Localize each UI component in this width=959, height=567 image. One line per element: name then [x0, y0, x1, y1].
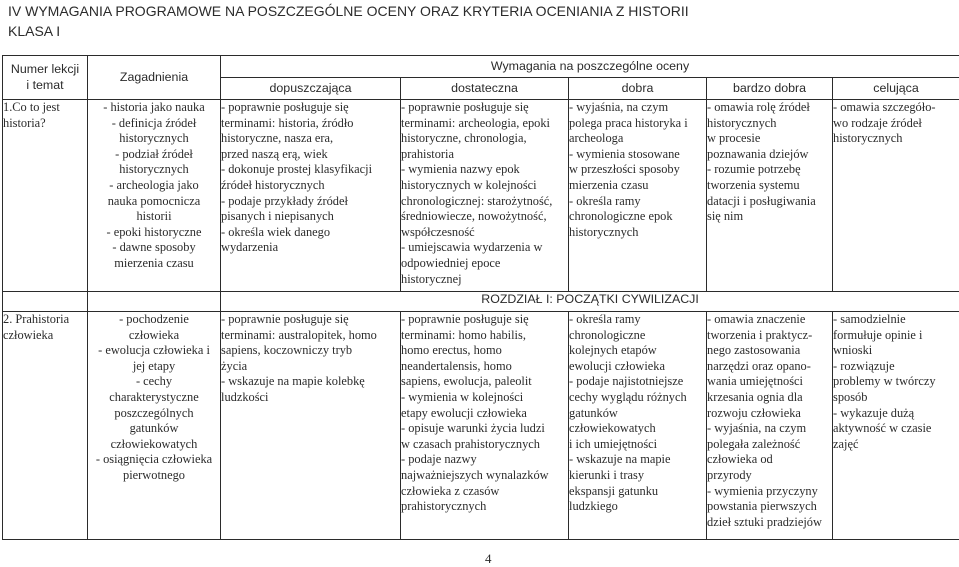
text-line: - omawia znaczenie	[707, 312, 832, 328]
header-lesson-line: Numer lekcji	[3, 62, 87, 78]
text-line: narzędzi oraz opano-	[707, 359, 832, 375]
header-grade-dobra: dobra	[569, 78, 707, 100]
text-line: datacji i posługiwania	[707, 194, 832, 210]
text-line: wo rodzaje źródeł	[833, 116, 959, 132]
header-requirements: Wymagania na poszczególne oceny	[221, 56, 959, 78]
text-line: i ich umiejętności	[569, 437, 706, 453]
text-line: nauka pomocnicza	[88, 194, 220, 210]
text-line: najważniejszych wynalazków	[401, 468, 568, 484]
text-line: neandertalensis, homo	[401, 359, 568, 375]
text-line: historycznych w kolejności	[401, 178, 568, 194]
text-line: - podaje przykłady źródeł	[221, 194, 400, 210]
text-line: odpowiedniej epoce	[401, 256, 568, 272]
text-line: historycznych	[88, 131, 220, 147]
text-line: historycznych	[88, 162, 220, 178]
text-line: człowieka od	[707, 452, 832, 468]
header-grade-celujaca: celująca	[833, 78, 959, 100]
text-line: - osiągnięcia człowieka	[88, 452, 220, 468]
dobra-cell	[569, 100, 707, 292]
text-line: - rozumie potrzebę	[707, 162, 832, 178]
text-line: kolejnych etapów	[569, 343, 706, 359]
text-line: aktywność w czasie	[833, 421, 959, 437]
text-line: chronologiczne epok	[569, 209, 706, 225]
text-line: w procesie	[707, 131, 832, 147]
text-line: terminami: archeologia, epoki	[401, 116, 568, 132]
text-line: pisanych i niepisanych	[221, 209, 400, 225]
header-topics: Zagadnienia	[88, 56, 221, 100]
section-spacer	[88, 292, 221, 312]
text-line: - poprawnie posługuje się	[401, 100, 568, 116]
section-row	[3, 292, 959, 312]
text-line: nego zastosowania	[707, 343, 832, 359]
text-line: - wskazuje na mapie kolebkę	[221, 374, 400, 390]
header-grade-dostateczna: dostateczna	[401, 78, 569, 100]
text-line: - pochodzenie	[88, 312, 220, 328]
text-line: - wykazuje dużą	[833, 406, 959, 422]
text-line: się nim	[707, 209, 832, 225]
text-line: problemy w twórczy	[833, 374, 959, 390]
text-line: poszczególnych	[88, 406, 220, 422]
header-lesson-line: i temat	[3, 78, 87, 94]
text-line: - określa ramy	[569, 312, 706, 328]
text-line: tworzenia systemu	[707, 178, 832, 194]
text-line: polegała zależność	[707, 437, 832, 453]
text-line: powstania pierwszych	[707, 499, 832, 515]
text-line: mierzenia czasu	[88, 256, 220, 272]
text-line: - wskazuje na mapie	[569, 452, 706, 468]
text-line: - dawne sposoby	[88, 240, 220, 256]
text-line: sapiens, ewolucja, paleolit	[401, 374, 568, 390]
document-title: IV WYMAGANIA PROGRAMOWE NA POSZCZEGÓLNE OCENY ORAZ KRYTERIA OCENIANIA Z HISTORII	[8, 3, 689, 19]
bardzo-dobra-cell	[707, 312, 833, 540]
text-line: wania umiejętności	[707, 374, 832, 390]
text-line: terminami: australopitek, homo	[221, 328, 400, 344]
header-lesson	[3, 56, 88, 100]
text-line: ekspansji gatunku	[569, 484, 706, 500]
text-line: - wymienia stosowane	[569, 147, 706, 163]
text-line: - poprawnie posługuje się	[221, 100, 400, 116]
text-line: człowiekowatych	[88, 437, 220, 453]
text-line: gatunków	[88, 421, 220, 437]
dopuszczajaca-cell	[221, 100, 401, 292]
text-line: wydarzenia	[221, 240, 400, 256]
text-line: dzieł sztuki pradziejów	[707, 515, 832, 531]
text-line: - wyjaśnia, na czym	[707, 421, 832, 437]
text-line: chronologiczne	[569, 328, 706, 344]
header-grade-bardzo-dobra: bardzo dobra	[707, 78, 833, 100]
text-line: historycznej	[401, 272, 568, 288]
text-line: - podział źródeł	[88, 147, 220, 163]
text-line: - cechy	[88, 374, 220, 390]
dostateczna-cell	[401, 100, 569, 292]
text-line: - wymienia w kolejności	[401, 390, 568, 406]
text-line: etapy ewolucji człowieka	[401, 406, 568, 422]
text-line: życia	[221, 359, 400, 375]
text-line: wnioski	[833, 343, 959, 359]
text-line: średniowiecze, nowożytność,	[401, 209, 568, 225]
celujaca-cell	[833, 100, 959, 292]
topics-cell	[88, 312, 221, 540]
dopuszczajaca-cell	[221, 312, 401, 540]
text-line: kierunki i trasy	[569, 468, 706, 484]
text-line: 1.Co to jest	[3, 100, 87, 116]
text-line: - wyjaśnia, na czym	[569, 100, 706, 116]
text-line: człowiekowatych	[569, 421, 706, 437]
text-line: rozwoju człowieka	[707, 406, 832, 422]
celujaca-cell	[833, 312, 959, 540]
text-line: w przeszłości sposoby	[569, 162, 706, 178]
text-line: polega praca historyka i	[569, 116, 706, 132]
text-line: człowieka z czasów	[401, 484, 568, 500]
text-line: historyczne, chronologia,	[401, 131, 568, 147]
dobra-cell	[569, 312, 707, 540]
text-line: - dokonuje prostej klasyfikacji	[221, 162, 400, 178]
text-line: - definicja źródeł	[88, 116, 220, 132]
text-line: terminami: homo habilis,	[401, 328, 568, 344]
dostateczna-cell	[401, 312, 569, 540]
text-line: chronologicznej: starożytność,	[401, 194, 568, 210]
text-line: historycznych	[833, 131, 959, 147]
text-line: - opisuje warunki życia ludzi	[401, 421, 568, 437]
text-line: w czasach prahistorycznych	[401, 437, 568, 453]
text-line: pierwotnego	[88, 468, 220, 484]
text-line: 2. Prahistoria	[3, 312, 87, 328]
text-line: prahistoria	[401, 147, 568, 163]
text-line: - archeologia jako	[88, 178, 220, 194]
text-line: historycznych	[707, 116, 832, 132]
text-line: historia?	[3, 116, 87, 132]
text-line: jej etapy	[88, 359, 220, 375]
text-line: terminami: historia, źródło	[221, 116, 400, 132]
text-line: przyrody	[707, 468, 832, 484]
section-title: ROZDZIAŁ I: POCZĄTKI CYWILIZACJI	[221, 292, 959, 312]
text-line: historyczne, nasza era,	[221, 131, 400, 147]
page-number: 4	[485, 551, 492, 567]
text-line: - omawia szczegóło-	[833, 100, 959, 116]
text-line: - poprawnie posługuje się	[401, 312, 568, 328]
class-label: KLASA I	[8, 23, 60, 39]
text-line: - rozwiązuje	[833, 359, 959, 375]
text-line: mierzenia czasu	[569, 178, 706, 194]
text-line: źródeł historycznych	[221, 178, 400, 194]
topics-cell	[88, 100, 221, 292]
text-line: - historia jako nauka	[88, 100, 220, 116]
lesson-cell	[3, 100, 88, 292]
text-line: człowieka	[88, 328, 220, 344]
text-line: poznawania dziejów	[707, 147, 832, 163]
text-line: sapiens, koczowniczy tryb	[221, 343, 400, 359]
text-line: archeologa	[569, 131, 706, 147]
text-line: gatunków	[569, 406, 706, 422]
text-line: prahistorycznych	[401, 499, 568, 515]
text-line: - wymienia przyczyny	[707, 484, 832, 500]
text-line: cechy wyglądu różnych	[569, 390, 706, 406]
text-line: krzesania ognia dla	[707, 390, 832, 406]
text-line: - umiejscawia wydarzenia w	[401, 240, 568, 256]
text-line: - podaje nazwy	[401, 452, 568, 468]
text-line: historii	[88, 209, 220, 225]
text-line: sposób	[833, 390, 959, 406]
section-spacer	[3, 292, 88, 312]
requirements-table	[2, 55, 959, 540]
text-line: - poprawnie posługuje się	[221, 312, 400, 328]
text-line: ludzkiego	[569, 499, 706, 515]
text-line: tworzenia i praktycz-	[707, 328, 832, 344]
table-row	[3, 100, 959, 292]
text-line: ewolucji człowieka	[569, 359, 706, 375]
text-line: ludzkości	[221, 390, 400, 406]
text-line: - określa ramy	[569, 194, 706, 210]
text-line: - wymienia nazwy epok	[401, 162, 568, 178]
text-line: przed naszą erą, wiek	[221, 147, 400, 163]
text-line: homo erectus, homo	[401, 343, 568, 359]
text-line: formułuje opinie i	[833, 328, 959, 344]
text-line: charakterystyczne	[88, 390, 220, 406]
lesson-cell	[3, 312, 88, 540]
bardzo-dobra-cell	[707, 100, 833, 292]
text-line: zajęć	[833, 437, 959, 453]
header-grade-dopuszczajaca: dopuszczająca	[221, 78, 401, 100]
text-line: człowieka	[3, 328, 87, 344]
text-line: historycznych	[569, 225, 706, 241]
text-line: - omawia rolę źródeł	[707, 100, 832, 116]
table-row	[3, 312, 959, 540]
text-line: - samodzielnie	[833, 312, 959, 328]
text-line: - ewolucja człowieka i	[88, 343, 220, 359]
text-line: - epoki historyczne	[88, 225, 220, 241]
text-line: - określa wiek danego	[221, 225, 400, 241]
text-line: - podaje najistotniejsze	[569, 374, 706, 390]
text-line: współczesność	[401, 225, 568, 241]
